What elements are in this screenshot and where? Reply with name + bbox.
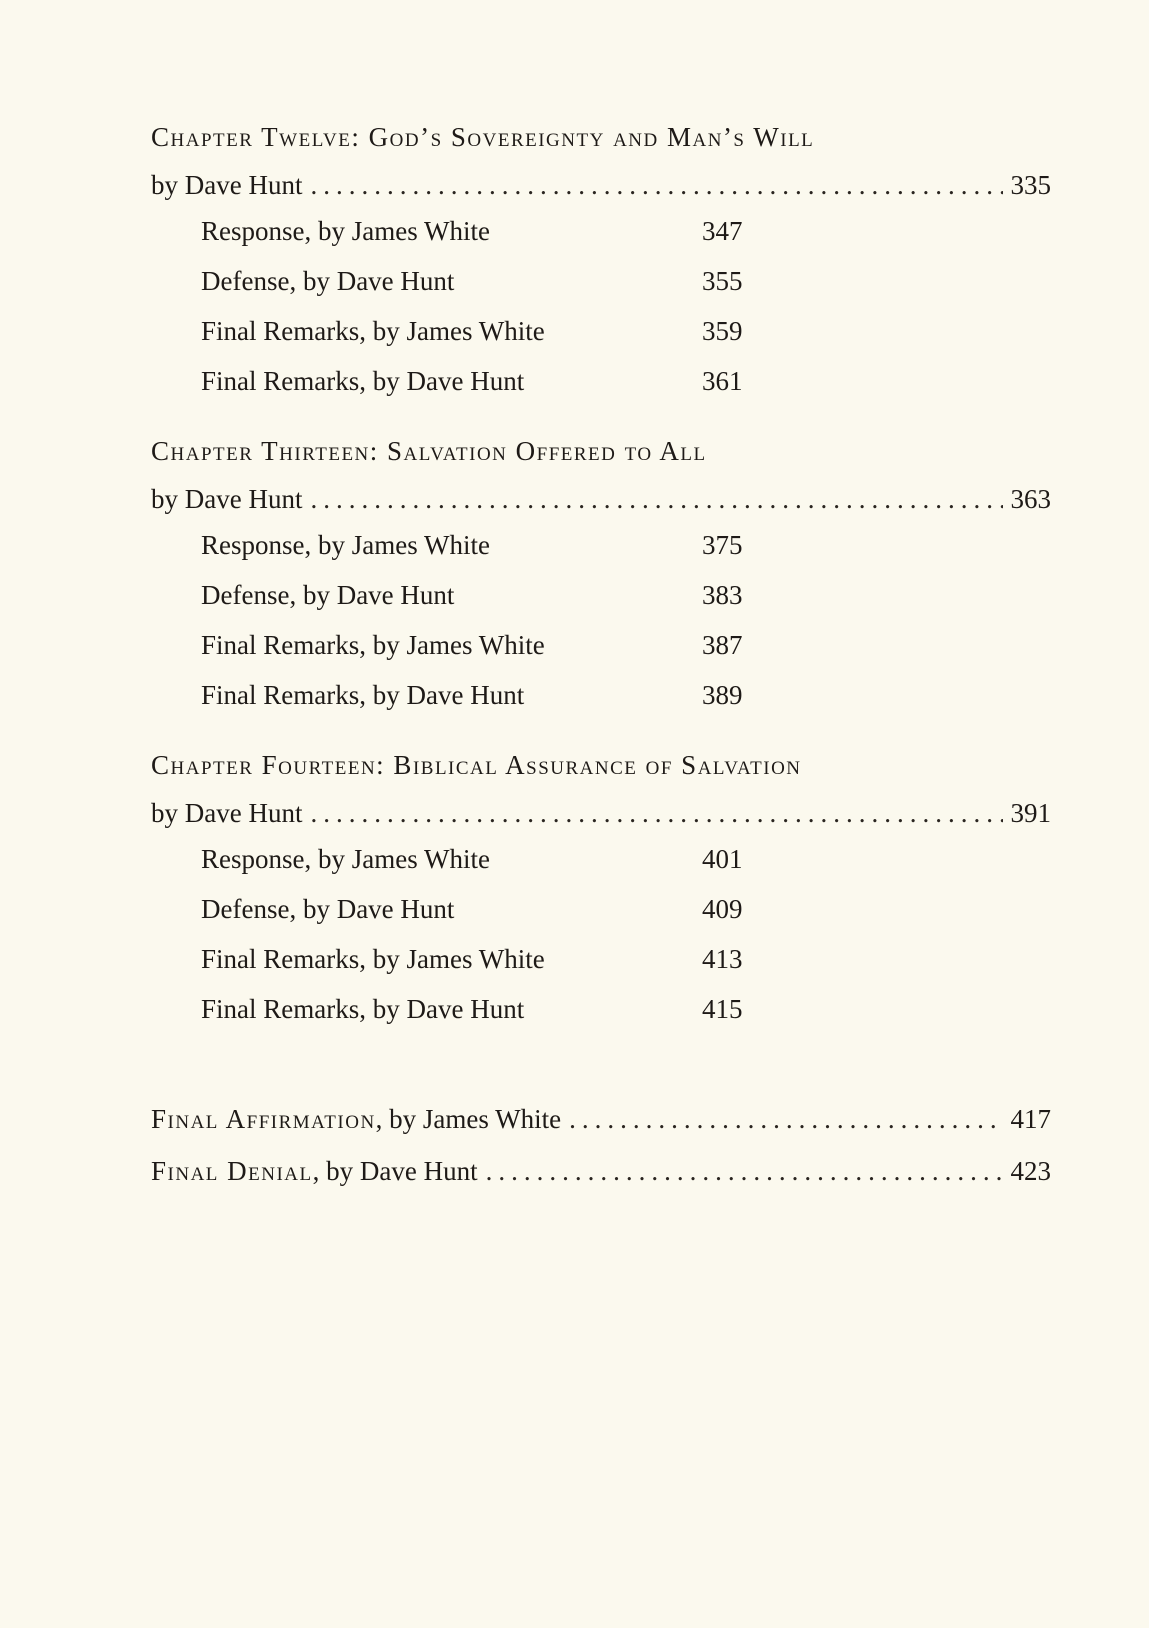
entry-label: Defense, by Dave Hunt bbox=[201, 266, 455, 296]
entry-label: Final Remarks, by Dave Hunt bbox=[201, 366, 525, 396]
entry-page: 389 bbox=[702, 680, 743, 710]
chapter-title: Chapter Thirteen: Salvation Offered to All bbox=[151, 436, 707, 466]
final-affirmation-row bbox=[151, 1104, 1051, 1135]
chapter-title: Chapter Fourteen: Biblical Assurance of Salvation bbox=[151, 750, 802, 780]
final-denial-row bbox=[151, 1156, 1051, 1187]
byline: by Dave Hunt bbox=[151, 484, 303, 514]
final-title: Final Affirmation bbox=[151, 1104, 376, 1134]
entry-label: Final Remarks, by James White bbox=[201, 944, 545, 974]
entry-label: Final Remarks, by James White bbox=[201, 316, 545, 346]
entry-page: 401 bbox=[702, 844, 743, 874]
final-title: Final Denial bbox=[151, 1156, 313, 1186]
page-number: 391 bbox=[1010, 798, 1051, 828]
entry-page: 375 bbox=[702, 530, 743, 560]
entry-label: Final Remarks, by Dave Hunt bbox=[201, 680, 525, 710]
final-denial-label bbox=[151, 1156, 478, 1187]
chapter-byline-row bbox=[151, 170, 1051, 201]
entry-label: Defense, by Dave Hunt bbox=[201, 580, 455, 610]
entry-page: 413 bbox=[702, 944, 743, 974]
entry-page: 415 bbox=[702, 994, 743, 1024]
page-number: 335 bbox=[1010, 170, 1051, 200]
entry-page: 361 bbox=[702, 366, 743, 396]
dot-leader bbox=[486, 1156, 1003, 1187]
entry-label: Defense, by Dave Hunt bbox=[201, 894, 455, 924]
page-number: 423 bbox=[1010, 1156, 1051, 1186]
entry-label: Final Remarks, by James White bbox=[201, 630, 545, 660]
entry-page: 359 bbox=[702, 316, 743, 346]
entry-page: 347 bbox=[702, 216, 743, 246]
dot-leader bbox=[310, 170, 1002, 201]
dot-leader bbox=[310, 484, 1002, 515]
entry-label: Response, by James White bbox=[201, 844, 490, 874]
entry-page: 355 bbox=[702, 266, 743, 296]
byline: by Dave Hunt bbox=[151, 170, 303, 200]
chapter-byline-row bbox=[151, 798, 1051, 829]
page-number: 417 bbox=[1010, 1104, 1051, 1134]
entry-page: 409 bbox=[702, 894, 743, 924]
entry-label: Response, by James White bbox=[201, 216, 490, 246]
chapter-title: Chapter Twelve: God’s Sovereignty and Man’s Will bbox=[151, 122, 815, 152]
entry-label: Final Remarks, by Dave Hunt bbox=[201, 994, 525, 1024]
page-number: 363 bbox=[1010, 484, 1051, 514]
final-byline: , by Dave Hunt bbox=[312, 1156, 478, 1186]
dot-leader bbox=[310, 798, 1002, 829]
byline: by Dave Hunt bbox=[151, 798, 303, 828]
entry-label: Response, by James White bbox=[201, 530, 490, 560]
entry-page: 387 bbox=[702, 630, 743, 660]
final-byline: , by James White bbox=[375, 1104, 562, 1134]
chapter-byline-row bbox=[151, 484, 1051, 515]
final-affirmation-label bbox=[151, 1104, 561, 1135]
dot-leader bbox=[569, 1104, 1002, 1135]
entry-page: 383 bbox=[702, 580, 743, 610]
